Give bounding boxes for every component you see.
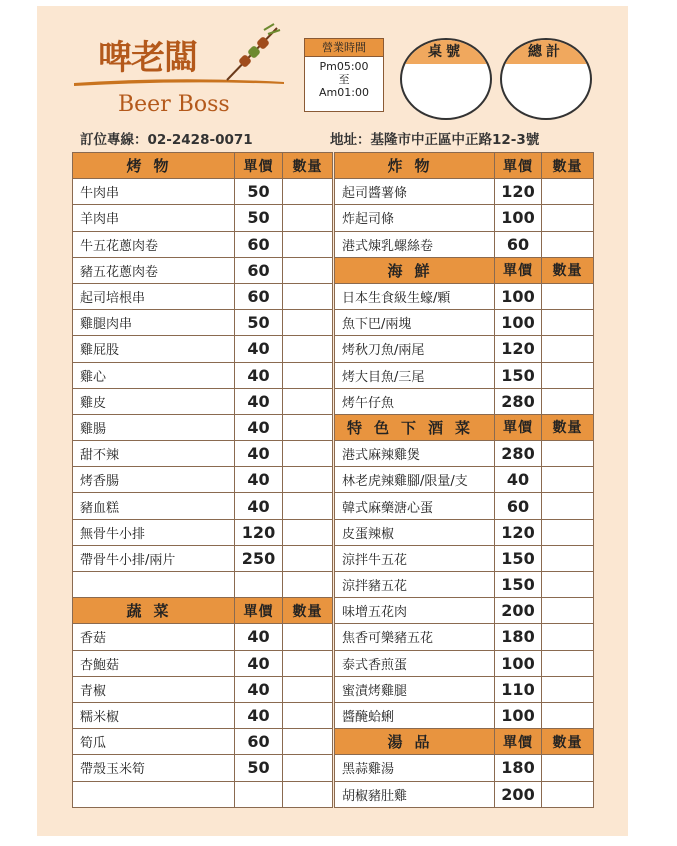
menu-item-row (73, 231, 333, 257)
right-menu-table (334, 152, 594, 808)
item-name: 日本生食級生蠔/顆 (335, 283, 495, 309)
qty-column-header: 數量 (542, 257, 594, 283)
item-price: 50 (235, 179, 283, 205)
section-title: 海鮮 (335, 257, 495, 283)
item-price: 40 (235, 624, 283, 650)
item-quantity-cell[interactable] (283, 231, 333, 257)
address-line: 地址：基隆市中正區中正路12-3號 (330, 132, 540, 148)
menu-item-row (335, 755, 594, 781)
logo-chinese: 啤老闆 (98, 38, 197, 78)
total-circle[interactable] (500, 38, 592, 120)
item-quantity-cell[interactable] (283, 179, 333, 205)
item-price: 40 (235, 388, 283, 414)
item-name: 牛五花蔥肉卷 (73, 231, 235, 257)
item-quantity-cell[interactable] (542, 441, 594, 467)
item-price: 180 (495, 755, 542, 781)
item-name: 胡椒豬肚雞 (335, 781, 495, 807)
section-header (335, 153, 594, 179)
item-quantity-cell[interactable] (542, 702, 594, 728)
hours-to: 至 (338, 73, 350, 86)
item-price: 110 (495, 676, 542, 702)
menu-item-row (73, 388, 333, 414)
item-price: 280 (495, 388, 542, 414)
item-quantity-cell[interactable] (283, 676, 333, 702)
menu-item-row (73, 467, 333, 493)
item-name (73, 572, 235, 598)
phone-line: 訂位專線：02-2428-0071 (80, 132, 253, 148)
item-quantity-cell[interactable] (542, 205, 594, 231)
item-name: 烤香腸 (73, 467, 235, 493)
section-header (335, 414, 594, 440)
menu-item-row (73, 257, 333, 283)
item-name: 黑蒜雞湯 (335, 755, 495, 781)
item-price: 250 (235, 545, 283, 571)
item-price: 50 (235, 755, 283, 781)
item-quantity-cell[interactable] (283, 441, 333, 467)
menu-item-row (73, 624, 333, 650)
item-name: 韓式麻藥溏心蛋 (335, 493, 495, 519)
item-name: 牛肉串 (73, 179, 235, 205)
item-name: 香菇 (73, 624, 235, 650)
item-quantity-cell[interactable] (283, 572, 333, 598)
logo (74, 22, 284, 122)
item-name: 豬五花蔥肉卷 (73, 257, 235, 283)
item-quantity-cell[interactable] (542, 179, 594, 205)
item-quantity-cell[interactable] (283, 702, 333, 728)
item-name: 港式煉乳螺絲卷 (335, 231, 495, 257)
item-price: 60 (235, 283, 283, 309)
section-header (73, 598, 333, 624)
item-quantity-cell[interactable] (283, 362, 333, 388)
menu-item-row (73, 283, 333, 309)
item-name: 帶骨牛小排/兩片 (73, 545, 235, 571)
menu-item-row (335, 598, 594, 624)
menu-item-row (73, 336, 333, 362)
item-name: 帶殼玉米筍 (73, 755, 235, 781)
menu-item-row (335, 572, 594, 598)
menu-item-row (73, 205, 333, 231)
item-price: 150 (495, 362, 542, 388)
item-price: 100 (495, 650, 542, 676)
item-name: 涼拌豬五花 (335, 572, 495, 598)
item-price: 60 (495, 231, 542, 257)
item-quantity-cell[interactable] (283, 283, 333, 309)
menu-item-row (335, 702, 594, 728)
item-name: 雞腸 (73, 414, 235, 440)
item-quantity-cell[interactable] (283, 257, 333, 283)
menu-item-row (73, 519, 333, 545)
item-quantity-cell[interactable] (283, 545, 333, 571)
logo-english: Beer Boss (118, 92, 230, 117)
item-price: 40 (235, 362, 283, 388)
item-name: 起司培根串 (73, 283, 235, 309)
qty-column-header: 數量 (283, 153, 333, 179)
item-name: 雞皮 (73, 388, 235, 414)
item-price: 40 (235, 650, 283, 676)
left-menu-table (72, 152, 333, 808)
hours-open: Pm05:00 (319, 60, 369, 73)
price-column-header: 單價 (235, 153, 283, 179)
menu-item-row (335, 388, 594, 414)
item-name: 蜜漬烤雞腿 (335, 676, 495, 702)
item-quantity-cell[interactable] (283, 336, 333, 362)
menu-item-row (335, 179, 594, 205)
item-price: 40 (235, 702, 283, 728)
business-hours-box (304, 38, 384, 112)
item-price: 120 (495, 519, 542, 545)
menu-item-row (335, 231, 594, 257)
section-title: 烤物 (73, 153, 235, 179)
item-quantity-cell[interactable] (542, 388, 594, 414)
item-price: 40 (495, 467, 542, 493)
menu-item-row (335, 467, 594, 493)
item-name: 筍瓜 (73, 729, 235, 755)
menu-item-row (335, 493, 594, 519)
item-quantity-cell[interactable] (542, 493, 594, 519)
item-quantity-cell[interactable] (542, 467, 594, 493)
menu-item-row (335, 676, 594, 702)
menu-item-row (73, 441, 333, 467)
item-price: 120 (495, 179, 542, 205)
item-quantity-cell[interactable] (542, 598, 594, 624)
qty-column-header: 數量 (542, 729, 594, 755)
item-quantity-cell[interactable] (283, 205, 333, 231)
item-price: 200 (495, 781, 542, 807)
price-column-header: 單價 (495, 257, 542, 283)
menu-item-row (335, 283, 594, 309)
item-price: 50 (235, 205, 283, 231)
menu-item-row (73, 650, 333, 676)
item-quantity-cell[interactable] (283, 467, 333, 493)
hours-close: Am01:00 (319, 86, 369, 99)
item-price: 100 (495, 205, 542, 231)
menu-item-row (335, 336, 594, 362)
item-name: 炸起司條 (335, 205, 495, 231)
item-name: 魚下巴/兩塊 (335, 310, 495, 336)
item-quantity-cell[interactable] (542, 755, 594, 781)
menu-item-row (73, 702, 333, 728)
item-name: 焦香可樂豬五花 (335, 624, 495, 650)
price-column-header: 單價 (495, 414, 542, 440)
item-quantity-cell[interactable] (542, 676, 594, 702)
item-quantity-cell[interactable] (542, 283, 594, 309)
menu-item-row (335, 205, 594, 231)
item-price: 100 (495, 702, 542, 728)
item-quantity-cell[interactable] (542, 310, 594, 336)
hours-title: 營業時間 (305, 39, 383, 57)
menu-item-row (73, 572, 333, 598)
item-quantity-cell[interactable] (542, 519, 594, 545)
item-price: 60 (495, 493, 542, 519)
section-title: 炸物 (335, 153, 495, 179)
item-price: 60 (235, 231, 283, 257)
item-name: 豬血糕 (73, 493, 235, 519)
menu-item-row (73, 729, 333, 755)
item-price: 150 (495, 545, 542, 571)
item-price: 60 (235, 729, 283, 755)
item-name: 糯米椒 (73, 702, 235, 728)
item-quantity-cell[interactable] (542, 624, 594, 650)
item-name: 港式麻辣雞煲 (335, 441, 495, 467)
menu-item-row (73, 310, 333, 336)
section-header (73, 153, 333, 179)
menu-item-row (73, 676, 333, 702)
item-name: 羊肉串 (73, 205, 235, 231)
item-name: 烤秋刀魚/兩尾 (335, 336, 495, 362)
item-quantity-cell[interactable] (283, 519, 333, 545)
item-price: 200 (495, 598, 542, 624)
item-price: 100 (495, 283, 542, 309)
item-price (235, 781, 283, 807)
item-price: 40 (235, 414, 283, 440)
menu-item-row (335, 624, 594, 650)
item-quantity-cell[interactable] (283, 493, 333, 519)
item-price: 40 (235, 493, 283, 519)
item-name: 皮蛋辣椒 (335, 519, 495, 545)
total-label: 總計 (502, 40, 590, 64)
item-price: 100 (495, 310, 542, 336)
item-price: 40 (235, 676, 283, 702)
item-quantity-cell[interactable] (542, 362, 594, 388)
section-title: 湯品 (335, 729, 495, 755)
item-name: 起司醬薯條 (335, 179, 495, 205)
item-price: 60 (235, 257, 283, 283)
menu-item-row (335, 781, 594, 807)
item-name: 無骨牛小排 (73, 519, 235, 545)
item-quantity-cell[interactable] (283, 729, 333, 755)
item-quantity-cell[interactable] (283, 755, 333, 781)
menu-item-row (335, 441, 594, 467)
menu-item-row (335, 650, 594, 676)
item-name: 甜不辣 (73, 441, 235, 467)
price-column-header: 單價 (235, 598, 283, 624)
item-quantity-cell[interactable] (542, 231, 594, 257)
item-quantity-cell[interactable] (283, 650, 333, 676)
item-name: 涼拌牛五花 (335, 545, 495, 571)
item-price: 40 (235, 336, 283, 362)
price-column-header: 單價 (495, 153, 542, 179)
menu-item-row (73, 362, 333, 388)
qty-column-header: 數量 (542, 414, 594, 440)
menu-item-row (335, 362, 594, 388)
section-title: 特色下酒菜 (335, 414, 495, 440)
menu-item-row (73, 755, 333, 781)
item-quantity-cell[interactable] (542, 781, 594, 807)
item-quantity-cell[interactable] (542, 650, 594, 676)
menu-item-row (73, 493, 333, 519)
item-name: 烤午仔魚 (335, 388, 495, 414)
section-header (335, 257, 594, 283)
section-title: 蔬菜 (73, 598, 235, 624)
menu-item-row (335, 545, 594, 571)
item-price: 40 (235, 441, 283, 467)
item-name: 林老虎辣雞腳/限量/支 (335, 467, 495, 493)
item-price: 180 (495, 624, 542, 650)
menu-item-row (73, 414, 333, 440)
item-quantity-cell[interactable] (283, 388, 333, 414)
item-name: 味增五花肉 (335, 598, 495, 624)
qty-column-header: 數量 (283, 598, 333, 624)
skewer-icon (222, 22, 282, 82)
item-price: 50 (235, 310, 283, 336)
price-column-header: 單價 (495, 729, 542, 755)
menu-item-row (335, 310, 594, 336)
item-quantity-cell[interactable] (283, 414, 333, 440)
item-quantity-cell[interactable] (542, 336, 594, 362)
item-quantity-cell[interactable] (283, 781, 333, 807)
item-name: 青椒 (73, 676, 235, 702)
item-price (235, 572, 283, 598)
item-name (73, 781, 235, 807)
menu-item-row (73, 781, 333, 807)
item-quantity-cell[interactable] (283, 624, 333, 650)
item-quantity-cell[interactable] (542, 572, 594, 598)
menu-item-row (73, 545, 333, 571)
item-name: 雞腿肉串 (73, 310, 235, 336)
table-number-circle[interactable] (400, 38, 492, 120)
item-quantity-cell[interactable] (542, 545, 594, 571)
item-price: 120 (495, 336, 542, 362)
item-name: 雞心 (73, 362, 235, 388)
item-name: 杏鮑菇 (73, 650, 235, 676)
item-quantity-cell[interactable] (283, 310, 333, 336)
item-price: 40 (235, 467, 283, 493)
table-number-label: 桌號 (402, 40, 490, 64)
menu-item-row (73, 179, 333, 205)
menu-item-row (335, 519, 594, 545)
item-name: 烤大目魚/三尾 (335, 362, 495, 388)
qty-column-header: 數量 (542, 153, 594, 179)
item-price: 150 (495, 572, 542, 598)
item-name: 醬醃蛤蜊 (335, 702, 495, 728)
section-header (335, 729, 594, 755)
item-price: 280 (495, 441, 542, 467)
item-price: 120 (235, 519, 283, 545)
item-name: 泰式香煎蛋 (335, 650, 495, 676)
item-name: 雞屁股 (73, 336, 235, 362)
